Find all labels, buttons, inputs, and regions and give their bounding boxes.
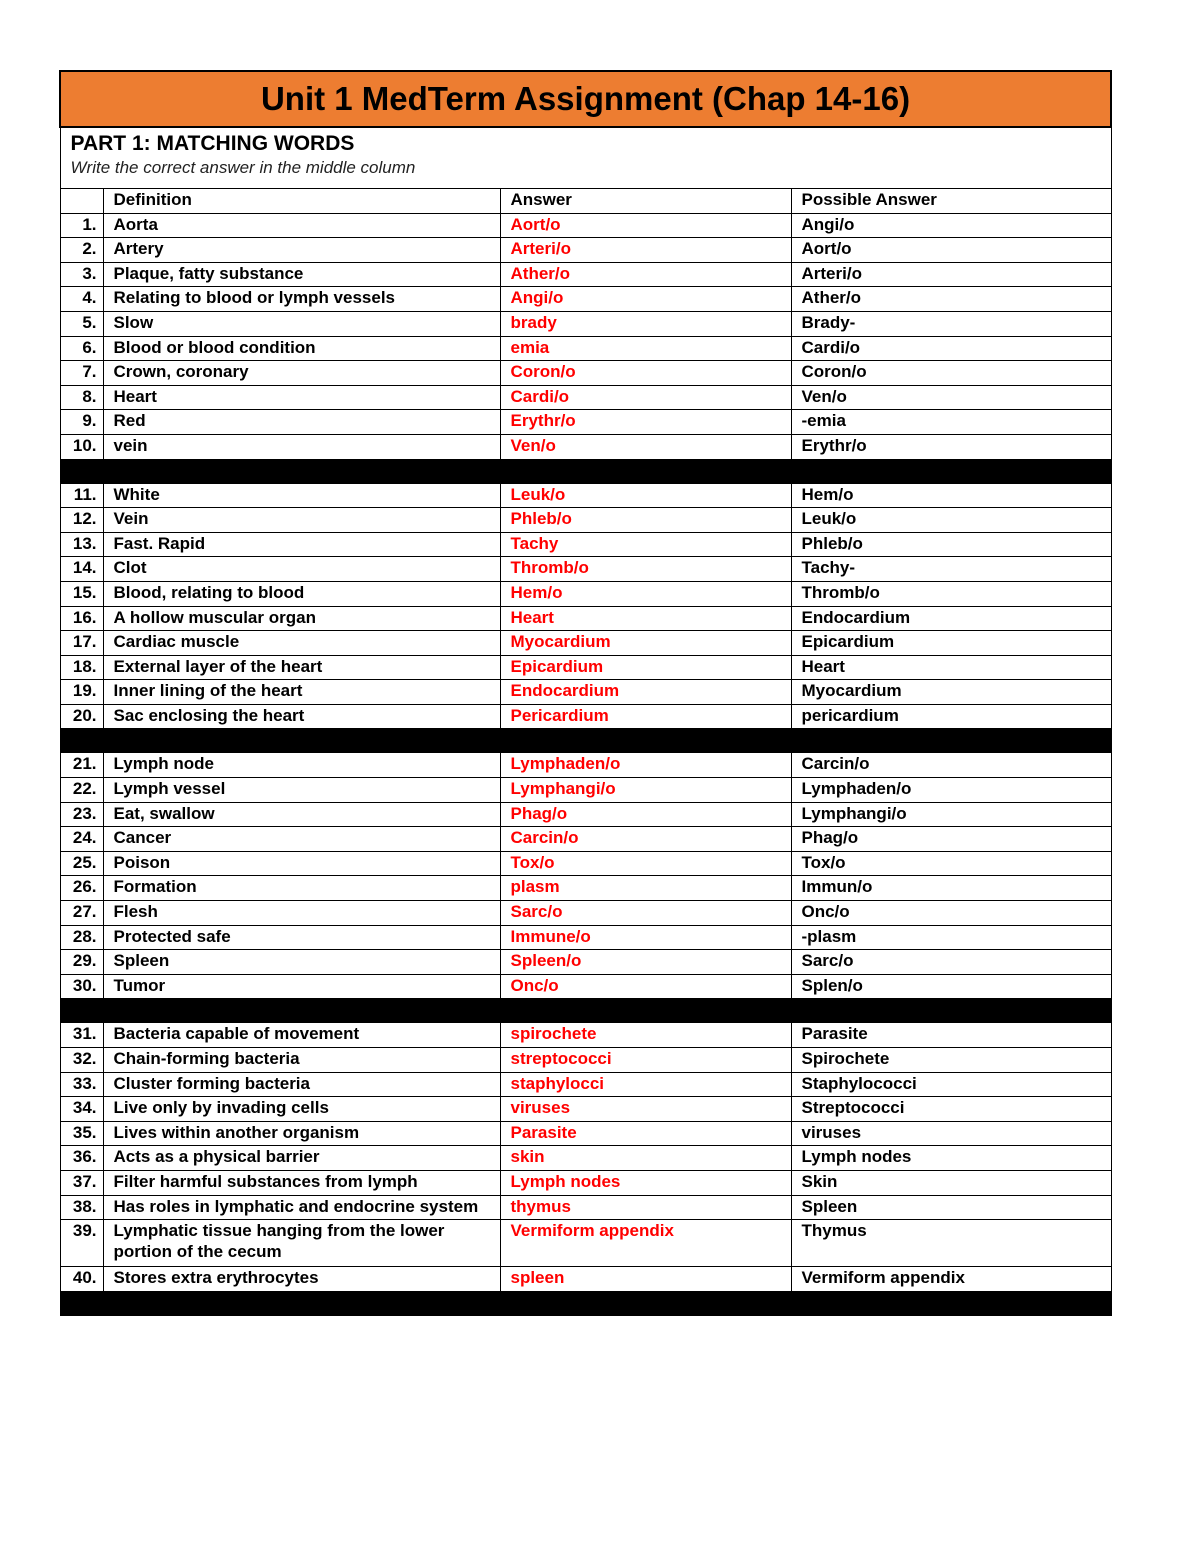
part-row <box>60 127 1111 189</box>
separator-cell <box>60 459 103 483</box>
row-definition: Heart <box>103 385 500 410</box>
row-possible-answer: Brady- <box>791 311 1111 336</box>
row-number: 36. <box>60 1146 103 1171</box>
row-answer: brady <box>500 311 791 336</box>
row-definition: Clot <box>103 557 500 582</box>
row-possible-answer: Ather/o <box>791 287 1111 312</box>
row-possible-answer: Leuk/o <box>791 508 1111 533</box>
part-header <box>60 127 1111 189</box>
row-answer: streptococci <box>500 1048 791 1073</box>
row-number: 18. <box>60 655 103 680</box>
part-heading: PART 1: MATCHING WORDS <box>70 132 355 155</box>
table-row <box>60 655 1111 680</box>
row-possible-answer: Skin <box>791 1170 1111 1195</box>
row-possible-answer: Coron/o <box>791 361 1111 386</box>
row-number: 5. <box>60 311 103 336</box>
row-number: 2. <box>60 238 103 263</box>
row-number: 20. <box>60 704 103 729</box>
separator-row <box>60 1291 1111 1315</box>
row-answer: Leuk/o <box>500 483 791 508</box>
separator-cell <box>500 729 791 753</box>
row-number: 15. <box>60 581 103 606</box>
table-row <box>60 213 1111 238</box>
row-answer: Onc/o <box>500 974 791 999</box>
table-row <box>60 1146 1111 1171</box>
row-definition: Has roles in lymphatic and endocrine system <box>103 1195 500 1220</box>
row-number: 25. <box>60 851 103 876</box>
row-definition: Sac enclosing the heart <box>103 704 500 729</box>
row-answer: Lymph nodes <box>500 1170 791 1195</box>
row-number: 12. <box>60 508 103 533</box>
row-definition: Formation <box>103 876 500 901</box>
row-definition: Red <box>103 410 500 435</box>
row-number: 31. <box>60 1023 103 1048</box>
table-row <box>60 974 1111 999</box>
row-possible-answer: Splen/o <box>791 974 1111 999</box>
row-number: 26. <box>60 876 103 901</box>
row-definition: Blood or blood condition <box>103 336 500 361</box>
row-number: 32. <box>60 1048 103 1073</box>
row-number: 23. <box>60 802 103 827</box>
row-number: 33. <box>60 1072 103 1097</box>
row-possible-answer: Spirochete <box>791 1048 1111 1073</box>
separator-cell <box>103 1291 500 1315</box>
row-definition: Plaque, fatty substance <box>103 262 500 287</box>
row-number: 27. <box>60 901 103 926</box>
table-row <box>60 262 1111 287</box>
separator-cell <box>103 999 500 1023</box>
row-answer: Endocardium <box>500 680 791 705</box>
row-number: 10. <box>60 434 103 459</box>
row-definition: vein <box>103 434 500 459</box>
row-number: 30. <box>60 974 103 999</box>
row-possible-answer: Hem/o <box>791 483 1111 508</box>
table-row <box>60 901 1111 926</box>
row-answer: Phleb/o <box>500 508 791 533</box>
row-answer: Immune/o <box>500 925 791 950</box>
row-number: 8. <box>60 385 103 410</box>
row-number: 35. <box>60 1121 103 1146</box>
row-definition: Acts as a physical barrier <box>103 1146 500 1171</box>
row-possible-answer: Spleen <box>791 1195 1111 1220</box>
separator-cell <box>60 729 103 753</box>
table-row <box>60 1097 1111 1122</box>
row-answer: Phag/o <box>500 802 791 827</box>
table-row <box>60 581 1111 606</box>
row-answer: Tox/o <box>500 851 791 876</box>
table-row <box>60 680 1111 705</box>
table-row <box>60 385 1111 410</box>
separator-cell <box>791 1291 1111 1315</box>
row-answer: Ather/o <box>500 262 791 287</box>
row-definition: Crown, coronary <box>103 361 500 386</box>
row-possible-answer: Sarc/o <box>791 950 1111 975</box>
row-answer: Ven/o <box>500 434 791 459</box>
table-row <box>60 532 1111 557</box>
table-row <box>60 1267 1111 1292</box>
separator-cell <box>60 1291 103 1315</box>
row-answer: skin <box>500 1146 791 1171</box>
row-number: 4. <box>60 287 103 312</box>
row-definition: Lymph vessel <box>103 778 500 803</box>
assignment-sheet <box>59 70 1110 1316</box>
row-possible-answer: Tachy- <box>791 557 1111 582</box>
row-answer: Thromb/o <box>500 557 791 582</box>
row-answer: Erythr/o <box>500 410 791 435</box>
row-possible-answer: -plasm <box>791 925 1111 950</box>
row-possible-answer: Endocardium <box>791 606 1111 631</box>
row-answer: Parasite <box>500 1121 791 1146</box>
row-answer: Coron/o <box>500 361 791 386</box>
row-possible-answer: Ven/o <box>791 385 1111 410</box>
table-row <box>60 753 1111 778</box>
row-definition: Protected safe <box>103 925 500 950</box>
row-answer: Sarc/o <box>500 901 791 926</box>
row-possible-answer: Onc/o <box>791 901 1111 926</box>
row-possible-answer: Heart <box>791 655 1111 680</box>
row-number: 13. <box>60 532 103 557</box>
table-row <box>60 336 1111 361</box>
row-possible-answer: Immun/o <box>791 876 1111 901</box>
table-row <box>60 1023 1111 1048</box>
row-answer: Spleen/o <box>500 950 791 975</box>
row-number: 34. <box>60 1097 103 1122</box>
table-row <box>60 1072 1111 1097</box>
table-row <box>60 925 1111 950</box>
row-definition: External layer of the heart <box>103 655 500 680</box>
row-definition: Eat, swallow <box>103 802 500 827</box>
table-row <box>60 434 1111 459</box>
row-definition: Artery <box>103 238 500 263</box>
table-row <box>60 851 1111 876</box>
row-possible-answer: -emia <box>791 410 1111 435</box>
row-possible-answer: Vermiform appendix <box>791 1267 1111 1292</box>
table-row <box>60 950 1111 975</box>
row-possible-answer: Streptococci <box>791 1097 1111 1122</box>
row-possible-answer: Aort/o <box>791 238 1111 263</box>
row-possible-answer: Phleb/o <box>791 532 1111 557</box>
row-answer: Myocardium <box>500 631 791 656</box>
separator-cell <box>60 999 103 1023</box>
row-possible-answer: Parasite <box>791 1023 1111 1048</box>
separator-row <box>60 999 1111 1023</box>
row-possible-answer: Staphylococci <box>791 1072 1111 1097</box>
separator-cell <box>791 459 1111 483</box>
table-row <box>60 287 1111 312</box>
title-row <box>60 71 1111 127</box>
row-answer: Tachy <box>500 532 791 557</box>
row-number: 29. <box>60 950 103 975</box>
separator-row <box>60 729 1111 753</box>
header-possible-answer: Possible Answer <box>791 189 1111 214</box>
row-definition: A hollow muscular organ <box>103 606 500 631</box>
matching-table <box>59 70 1112 1316</box>
table-row <box>60 704 1111 729</box>
row-definition: Cancer <box>103 827 500 852</box>
row-number: 16. <box>60 606 103 631</box>
row-answer: Vermiform appendix <box>500 1220 791 1267</box>
header-definition: Definition <box>103 189 500 214</box>
table-row <box>60 1220 1111 1267</box>
row-answer: Heart <box>500 606 791 631</box>
row-number: 14. <box>60 557 103 582</box>
row-number: 19. <box>60 680 103 705</box>
row-number: 3. <box>60 262 103 287</box>
row-possible-answer: Tox/o <box>791 851 1111 876</box>
row-possible-answer: pericardium <box>791 704 1111 729</box>
row-possible-answer: Lymphaden/o <box>791 778 1111 803</box>
row-answer: Pericardium <box>500 704 791 729</box>
separator-cell <box>791 999 1111 1023</box>
row-definition: Aorta <box>103 213 500 238</box>
table-row <box>60 361 1111 386</box>
row-definition: Lymph node <box>103 753 500 778</box>
row-definition: Bacteria capable of movement <box>103 1023 500 1048</box>
separator-cell <box>103 729 500 753</box>
row-definition: Vein <box>103 508 500 533</box>
row-number: 17. <box>60 631 103 656</box>
row-number: 37. <box>60 1170 103 1195</box>
table-row <box>60 876 1111 901</box>
row-definition: Blood, relating to blood <box>103 581 500 606</box>
row-answer: Lymphangi/o <box>500 778 791 803</box>
row-number: 39. <box>60 1220 103 1267</box>
row-possible-answer: Thymus <box>791 1220 1111 1267</box>
separator-row <box>60 459 1111 483</box>
row-answer: viruses <box>500 1097 791 1122</box>
row-number: 1. <box>60 213 103 238</box>
table-row <box>60 311 1111 336</box>
row-number: 22. <box>60 778 103 803</box>
row-answer: staphylocci <box>500 1072 791 1097</box>
row-answer: Cardi/o <box>500 385 791 410</box>
table-row <box>60 238 1111 263</box>
row-answer: Epicardium <box>500 655 791 680</box>
row-answer: emia <box>500 336 791 361</box>
separator-cell <box>103 459 500 483</box>
row-definition: Lives within another organism <box>103 1121 500 1146</box>
separator-cell <box>500 1291 791 1315</box>
part-instruction: Write the correct answer in the middle column <box>70 158 416 177</box>
row-number: 11. <box>60 483 103 508</box>
row-definition: Inner lining of the heart <box>103 680 500 705</box>
row-answer: Carcin/o <box>500 827 791 852</box>
row-answer: Arteri/o <box>500 238 791 263</box>
row-possible-answer: Phag/o <box>791 827 1111 852</box>
row-definition: Filter harmful substances from lymph <box>103 1170 500 1195</box>
separator-cell <box>500 459 791 483</box>
row-answer: Hem/o <box>500 581 791 606</box>
row-definition: Relating to blood or lymph vessels <box>103 287 500 312</box>
table-row <box>60 606 1111 631</box>
row-number: 6. <box>60 336 103 361</box>
table-row <box>60 508 1111 533</box>
row-possible-answer: Carcin/o <box>791 753 1111 778</box>
row-definition: Cardiac muscle <box>103 631 500 656</box>
row-answer: thymus <box>500 1195 791 1220</box>
row-definition: Lymphatic tissue hanging from the lower portion of the cecum <box>103 1220 500 1267</box>
separator-cell <box>791 729 1111 753</box>
row-definition: White <box>103 483 500 508</box>
row-definition: Stores extra erythrocytes <box>103 1267 500 1292</box>
row-definition: Flesh <box>103 901 500 926</box>
table-row <box>60 827 1111 852</box>
row-definition: Spleen <box>103 950 500 975</box>
table-row <box>60 631 1111 656</box>
row-number: 7. <box>60 361 103 386</box>
row-definition: Slow <box>103 311 500 336</box>
row-answer: Lymphaden/o <box>500 753 791 778</box>
row-definition: Fast. Rapid <box>103 532 500 557</box>
row-definition: Live only by invading cells <box>103 1097 500 1122</box>
table-row <box>60 1121 1111 1146</box>
row-possible-answer: Cardi/o <box>791 336 1111 361</box>
header-number <box>60 189 103 214</box>
table-row <box>60 1170 1111 1195</box>
row-possible-answer: Lymph nodes <box>791 1146 1111 1171</box>
table-row <box>60 802 1111 827</box>
table-row <box>60 1195 1111 1220</box>
row-definition: Cluster forming bacteria <box>103 1072 500 1097</box>
row-answer: Angi/o <box>500 287 791 312</box>
table-row <box>60 410 1111 435</box>
row-definition: Tumor <box>103 974 500 999</box>
row-possible-answer: Thromb/o <box>791 581 1111 606</box>
row-number: 28. <box>60 925 103 950</box>
table-row <box>60 557 1111 582</box>
row-number: 24. <box>60 827 103 852</box>
row-possible-answer: Epicardium <box>791 631 1111 656</box>
row-answer: Aort/o <box>500 213 791 238</box>
row-definition: Poison <box>103 851 500 876</box>
row-possible-answer: Arteri/o <box>791 262 1111 287</box>
row-answer: plasm <box>500 876 791 901</box>
row-possible-answer: Lymphangi/o <box>791 802 1111 827</box>
row-number: 9. <box>60 410 103 435</box>
row-number: 21. <box>60 753 103 778</box>
row-number: 38. <box>60 1195 103 1220</box>
row-answer: spleen <box>500 1267 791 1292</box>
row-possible-answer: Erythr/o <box>791 434 1111 459</box>
table-row <box>60 483 1111 508</box>
row-possible-answer: viruses <box>791 1121 1111 1146</box>
header-answer: Answer <box>500 189 791 214</box>
separator-cell <box>500 999 791 1023</box>
row-answer: spirochete <box>500 1023 791 1048</box>
column-header-row <box>60 189 1111 214</box>
row-definition: Chain-forming bacteria <box>103 1048 500 1073</box>
row-possible-answer: Angi/o <box>791 213 1111 238</box>
table-row <box>60 778 1111 803</box>
row-number: 40. <box>60 1267 103 1292</box>
table-row <box>60 1048 1111 1073</box>
page-title: Unit 1 MedTerm Assignment (Chap 14-16) <box>60 71 1111 127</box>
row-possible-answer: Myocardium <box>791 680 1111 705</box>
